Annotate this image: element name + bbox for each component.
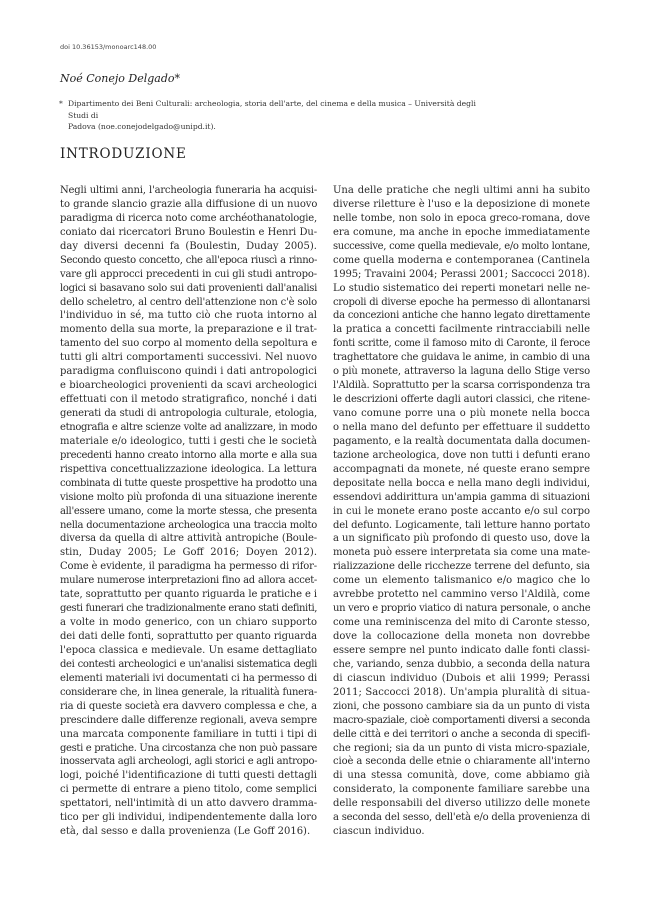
text-line: che, variando, senza dubbio, a seconda della natura [333, 658, 590, 670]
doi-reference: doi 10.36153/monoarc148.00 [60, 43, 157, 51]
text-line: day diversi decenni fa (Boulestin, Duday 2005). [60, 240, 317, 252]
text-line: ci permette di entrare a pieno titolo, come semplici [60, 784, 317, 796]
text-line: 1995; Travaini 2004; Perassi 2001; Saccocci 2018). [333, 268, 590, 280]
text-line: età, dal sesso e dalla provenienza (Le Goff 2016). [60, 826, 311, 838]
text-line: di una stessa comunità, dove, come abbiamo già [333, 770, 590, 782]
text-line: diverse riletture è l'uso e la deposizione di monete [333, 198, 590, 210]
text-line: cropoli di diverse epoche ha permesso di allontanarsi [333, 296, 590, 308]
text-line: tate, soprattutto per quanto riguarda le pratiche e i [60, 589, 317, 601]
text-line: e bioarcheologici provenienti da scavi archeologici [60, 380, 317, 392]
author-name: Noé Conejo Delgado* [60, 72, 181, 85]
text-line: tazione archeologica, dove non tutti i defunti erano [333, 449, 590, 461]
text-line: rializzazione delle ricchezze terrene del defunto, sia [333, 561, 590, 573]
text-line: depositate nella bocca e nella mano degli individui, [333, 477, 590, 489]
text-line: gesti e pratiche. Una circostanza che non può passare [60, 742, 317, 754]
text-line: vano comune porre una o più monete nella bocca [333, 408, 590, 419]
text-line: paradigma confluiscono quindi i dati antropologici [60, 366, 317, 378]
text-line: nella documentazione archeologica una traccia molto [60, 519, 317, 531]
text-line: stin, Duday 2005; Le Goff 2016; Doyen 2012). [60, 547, 317, 559]
text-line: che regioni; sia da un punto di vista micro-spaziale, [333, 742, 590, 754]
text-line: to grande slancio grazie alla diffusione di un nuovo [60, 198, 318, 210]
text-line: etnografia e altre scienze volte ad analizzare, in modo [60, 421, 317, 433]
text-line: zioni, che possono cambiare sia da un punto di vista [333, 700, 590, 712]
text-line: inosservata agli archeologi, agli storici e agli antropo- [60, 756, 318, 768]
text-line: Lo studio sistematico dei reperti monetari nelle ne- [333, 282, 590, 294]
text-line: visione molto più profonda di una situazione inerente [60, 491, 317, 503]
text-line: dei dati delle fonti, soprattutto per quanto riguarda [60, 631, 317, 642]
text-line: Secondo questo concetto, che all'epoca riuscì a rinno- [60, 254, 317, 266]
text-line: 2011; Saccocci 2018). Un'ampia pluralità di situa- [333, 686, 590, 698]
body-column-left [60, 184, 317, 839]
text-line: Come è evidente, il paradigma ha permesso di rifor- [60, 561, 318, 573]
text-line: l'epoca classica e medievale. Un esame dettagliato [60, 644, 317, 656]
author-affiliation [59, 98, 498, 133]
text-line: tico per gli individui, indipendentemente dalla loro [60, 812, 317, 824]
text-line: Negli ultimi anni, l'archeologia funeraria ha acquisi- [60, 185, 317, 196]
text-line: a volte in modo generico, con un chiaro supporto [60, 617, 317, 629]
text-line: come quella moderna e contemporanea (Cantinela [333, 254, 590, 266]
body-column-right [333, 184, 590, 839]
text-line: accompagnati da monete, né queste erano sempre [333, 463, 590, 475]
text-line: prescindere dalle differenze regionali, aveva sempre [60, 714, 317, 726]
text-line: nelle tombe, non solo in epoca greco-romana, dove [333, 212, 590, 224]
text-line: del defunto. Logicamente, tali letture hanno portato [333, 519, 590, 531]
text-line: tamento del suo corpo al momento della sepoltura e [60, 338, 317, 350]
text-line: paradigma di ricerca noto come archéothanatologie, [60, 212, 317, 224]
text-line: moneta può essere interpretata sia come una mate- [333, 547, 591, 559]
text-line: come una reminiscenza del mito di Caronte stesso, [333, 617, 590, 629]
text-line: a seconda del sesso, dell'età e/o della provenienza di [333, 812, 591, 824]
text-line: logici si basavano solo sui dati provenienti dall'analisi [60, 282, 317, 294]
affiliation-line: Dipartimento dei Beni Culturali: archeologia, storia dell'arte, del cinema e della musica – Università degli Studi di [68, 99, 476, 120]
text-line: delle responsabili del diverso utilizzo delle monete [333, 798, 591, 810]
text-line: dei contesti archeologici e un'analisi sistematica degli [60, 658, 317, 670]
text-line: momento della sua morte, la preparazione e il trat- [60, 324, 317, 336]
text-line: precedenti hanno creato intorno alla morte e alla sua [60, 449, 317, 461]
footnote-marker: * [59, 99, 63, 108]
text-line: traghettatore che guidava le anime, in cambio di una [333, 352, 590, 364]
text-line: rispettiva concettualizzazione ideologica. La lettura [60, 463, 317, 475]
text-line: mulare numerose interpretazioni fino ad allora accet- [60, 575, 317, 587]
text-line: era comune, ma anche in epoche immediatamente [333, 226, 590, 238]
text-line: macro-spaziale, cioè comportamenti diversi a seconda [333, 714, 590, 726]
text-line: materiale e/o ideologico, tutti i gesti che le società [60, 435, 317, 447]
text-line: le descrizioni offerte dagli autori classici, che ritene- [333, 394, 590, 406]
text-line: diversa da quella di altre attività antropiche (Boule- [60, 533, 317, 545]
text-line: essendovi addirittura un'ampia gamma di situazioni [333, 491, 590, 503]
text-line: gesti funerari che tradizionalmente erano stati definiti, [60, 603, 318, 615]
text-line: di ciascun individuo (Dubois et alii 1999; Perassi [333, 672, 590, 684]
text-line: logi, poiché l'identificazione di tutti questi dettagli [60, 770, 317, 782]
text-line: pagamento, e la realtà documentata dalla documen- [333, 435, 591, 447]
text-line: successive, come quella medievale, e/o molto lontane, [333, 240, 590, 252]
text-line: un vero e proprio viatico di natura personale, o anche [333, 603, 591, 615]
text-line: spettatori, nell'intimità di un atto davvero dramma- [60, 798, 317, 810]
text-line: come un elemento talismanico e/o magico che lo [333, 575, 590, 587]
text-line: da concezioni antiche che hanno legato direttamente [333, 310, 590, 322]
text-line: considerare che, in linea generale, la ritualità funera- [60, 686, 317, 698]
text-line: generati da studi di antropologia culturale, etologia, [60, 408, 317, 419]
text-line: l'Aldilà. Soprattutto per la scarsa corrispondenza tra [333, 380, 591, 392]
text-line: la pratica a concetti facilmente rintracciabili nelle [333, 324, 590, 336]
text-line: vare gli approcci precedenti in cui gli studi antropo- [60, 268, 317, 280]
affiliation-line: Padova (noe.conejodelgado@unipd.it). [68, 122, 216, 131]
text-line: in cui le monete erano poste accanto e/o sul corpo [333, 505, 590, 517]
text-line: l'individuo in sé, ma tutto ciò che ruota intorno al [60, 310, 317, 322]
text-line: Una delle pratiche che negli ultimi anni ha subito [333, 185, 590, 196]
text-line: coniato dai ricercatori Bruno Boulestin e Henri Du- [60, 226, 317, 238]
text-line: all'essere umano, come la morte stessa, che presenta [60, 505, 317, 517]
text-line: una marcata componente familiare in tutti i tipi di [60, 728, 317, 740]
text-line: elementi materiali ivi documentati ci ha permesso di [60, 672, 317, 684]
text-line: tutti gli altri comportamenti successivi. Nel nuovo [60, 352, 317, 364]
section-heading: INTRODUZIONE [60, 146, 187, 162]
text-line: dello scheletro, al centro dell'attenzione non c'è solo [60, 296, 317, 308]
text-line: effettuati con il metodo stratigrafico, nonché i dati [60, 394, 317, 406]
text-line: fonti scritte, come il famoso mito di Caronte, il feroce [333, 338, 590, 350]
text-line: o nella mano del defunto per effettuare il suddetto [333, 421, 590, 433]
text-line: combinata di tutte queste prospettive ha prodotto una [60, 477, 318, 489]
text-line: ciascun individuo. [333, 826, 425, 838]
text-line: cioè a seconda delle etnie o chiaramente all'interno [333, 756, 591, 768]
text-line: a un significato più profondo di questo uso, dove la [333, 533, 591, 545]
text-line: essere sempre nel punto indicato dalle fonti classi- [333, 644, 590, 656]
text-line: considerato, la componente familiare sarebbe una [333, 784, 590, 796]
text-line: avrebbe protetto nel cammino verso l'Aldilà, come [333, 589, 590, 601]
text-line: o più monete, attraverso la laguna dello Stige verso [333, 366, 590, 378]
text-line: ria di queste società era davvero complessa e che, a [60, 700, 317, 712]
text-line: delle città e dei territori o anche a seconda di specifi- [333, 728, 591, 740]
text-line: dove la collocazione della moneta non dovrebbe [333, 631, 590, 642]
